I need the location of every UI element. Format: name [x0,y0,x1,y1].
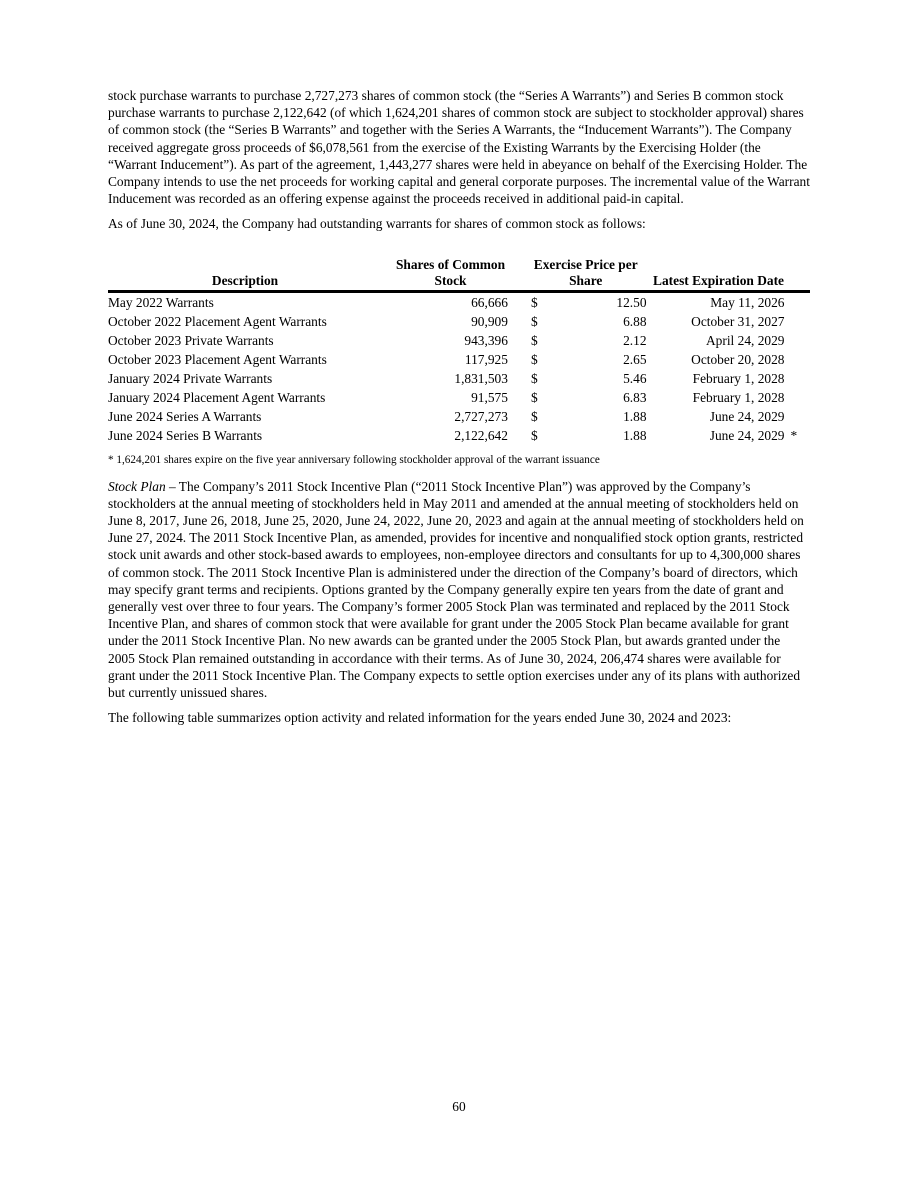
header-mark [785,257,811,292]
row-shares: 91,575 [471,389,508,405]
row-description: October 2023 Placement Agent Warrants [108,351,327,367]
row-footnote-mark [785,331,811,350]
table-row [108,369,810,388]
row-footnote-mark: * [790,427,798,443]
header-expiration: Latest Expiration Date [653,273,784,289]
row-currency: $ [530,351,538,367]
row-description: October 2022 Placement Agent Warrants [108,313,327,329]
row-currency: $ [530,332,538,348]
row-currency: $ [530,389,538,405]
header-description: Description [211,273,279,289]
row-price: 6.88 [623,313,647,329]
row-currency: $ [530,408,538,424]
warrant-inducement-paragraph: stock purchase warrants to purchase 2,727,273 shares of common stock (the “Series A Warrants”) and Series B common stock purchase warrants to purchase 2,122,642 (of which 1,624,201 shares of common stock are subject to stockholder approval) shares of common stock (the “Series B Warrants” and together with the Series A Warrants, the “Inducement Warrants”). The Company received aggregate gross proceeds of $6,078,561 from the exercise of the Existing Warrants by the Exercising Holder (the “Warrant Inducement”). As part of the agreement, 1,443,277 shares were held in abeyance on behalf of the Exercising Holder. The Company intends to use the net proceeds for working capital and general corporate purposes. The incremental value of the Warrant Inducement was recorded as an offering expense against the proceeds received in additional paid-in capital. [108,88,810,207]
row-shares: 943,396 [464,332,508,348]
row-currency: $ [530,427,538,443]
stock-plan-paragraph [108,478,810,702]
row-description: January 2024 Placement Agent Warrants [108,389,326,405]
table-row [108,388,810,407]
stock-plan-body: – The Company’s 2011 Stock Incentive Plan (“2011 Stock Incentive Plan”) was approved by the Company’s stockholders at the annual meeting of stockholders held in May 2011 and amended at the annual meeting of stockholders held on June 8, 2017, June 26, 2018, June 25, 2020, June 24, 2022, June 20, 2023 and again at the annual meeting of stockholders held on June 27, 2024. The 2011 Stock Incentive Plan, as amended, provides for incentive and nonqualified stock option grants, restricted stock unit awards and other stock-based awards to employees, non-employee directors and consultants for up to 4,300,000 shares of common stock. The 2011 Stock Incentive Plan is administered under the direction of the Company’s board of directors, which may specify grant terms and recipients. Options granted by the Company generally expire ten years from the date of grant and generally vest over three to four years. The Company’s former 2005 Stock Plan was terminated and replaced by the 2011 Stock Incentive Plan, and shares of common stock that were available for grant under the 2005 Stock Plan became available for grant under the 2011 Stock Incentive Plan. No new awards can be granted under the 2005 Stock Plan, but awards granted under the 2005 Stock Plan remained outstanding in accordance with their terms. As of June 30, 2024, 206,474 shares were available for grant under the 2011 Stock Incentive Plan. The Company expects to settle option exercises under any of its plans with authorized but currently unissued shares. [108,478,804,701]
row-expiration: February 1, 2028 [692,389,785,405]
row-shares: 66,666 [471,294,508,310]
warrants-table [108,257,810,445]
header-shares: Shares of Common Stock [395,256,506,289]
row-description: January 2024 Private Warrants [108,370,273,386]
row-shares: 2,727,273 [454,408,508,424]
row-price: 1.88 [623,427,647,443]
row-expiration: May 11, 2026 [710,294,785,310]
row-currency: $ [530,294,538,310]
row-footnote-mark [785,291,811,312]
page-number: 60 [452,1099,466,1114]
row-footnote-mark [785,312,811,331]
row-shares: 90,909 [471,313,508,329]
row-shares: 2,122,642 [454,427,508,443]
row-expiration: June 24, 2029 [709,427,785,443]
row-description: May 2022 Warrants [108,294,214,310]
row-expiration: October 20, 2028 [691,351,785,367]
row-description: June 2024 Series B Warrants [108,427,263,443]
row-description: October 2023 Private Warrants [108,332,274,348]
row-description: June 2024 Series A Warrants [108,408,262,424]
row-price: 5.46 [623,370,647,386]
row-expiration: June 24, 2029 [709,408,785,424]
warrants-intro-paragraph: As of June 30, 2024, the Company had outstanding warrants for shares of common stock as follows: [108,216,646,232]
header-price: Exercise Price per Share [533,256,638,289]
row-footnote-mark [785,350,811,369]
document-page [108,87,810,726]
row-currency: $ [530,313,538,329]
row-footnote-mark [785,407,811,426]
row-footnote-mark [785,369,811,388]
table-row [108,407,810,426]
row-price: 2.12 [623,332,647,348]
table-row [108,426,810,445]
table-row [108,350,810,369]
table-footnote: * 1,624,201 shares expire on the five year anniversary following stockholder approval of the warrant issuance [108,453,600,466]
table-row [108,291,810,312]
row-shares: 1,831,503 [454,370,508,386]
row-expiration: April 24, 2029 [706,332,785,348]
row-shares: 117,925 [464,351,508,367]
row-price: 6.83 [623,389,647,405]
row-expiration: February 1, 2028 [692,370,785,386]
table-header-row [108,257,810,292]
stock-plan-heading: Stock Plan [108,478,166,494]
row-currency: $ [530,370,538,386]
table-row [108,312,810,331]
row-price: 12.50 [616,294,647,310]
row-price: 1.88 [623,408,647,424]
row-expiration: October 31, 2027 [691,313,785,329]
table-row [108,331,810,350]
row-footnote-mark [785,388,811,407]
option-activity-intro: The following table summarizes option activity and related information for the years ended June 30, 2024 and 2023: [108,710,732,726]
row-price: 2.65 [623,351,647,367]
